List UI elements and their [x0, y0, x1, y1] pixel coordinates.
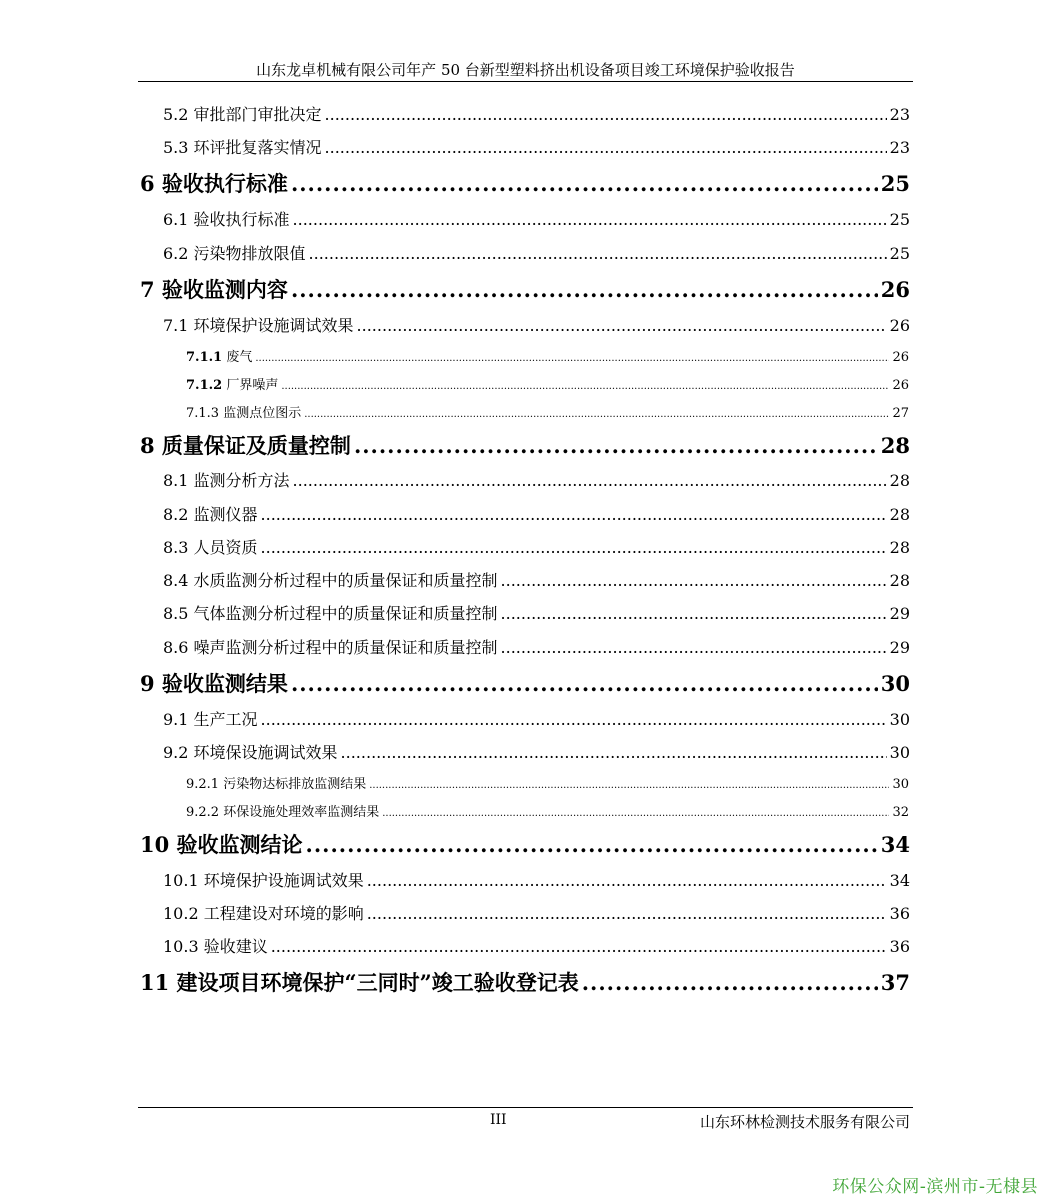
dot-leader [304, 409, 889, 420]
toc-label: 10.2 工程建设对环境的影响 [163, 904, 364, 923]
toc-page-number: 27 [892, 406, 909, 421]
toc-entry-9-1[interactable] [163, 707, 910, 730]
toc-label: 10.3 验收建议 [163, 937, 268, 956]
toc-page-number: 29 [889, 604, 910, 623]
toc-page-number: 30 [892, 777, 909, 792]
toc-label: 8.6 噪声监测分析过程中的质量保证和质量控制 [163, 638, 498, 657]
toc-page-number: 26 [892, 378, 909, 393]
dot-leader [369, 780, 889, 791]
dot-leader [306, 832, 878, 857]
dot-leader [291, 171, 878, 196]
toc-page-number: 23 [889, 138, 910, 157]
toc-label: 8.5 气体监测分析过程中的质量保证和质量控制 [163, 604, 498, 623]
toc-entry-8[interactable] [140, 430, 910, 460]
toc-label: 9 验收监测结果 [140, 671, 288, 696]
toc-entry-6[interactable] [140, 168, 910, 198]
dot-leader [367, 904, 887, 923]
dot-leader [325, 105, 887, 124]
dot-leader [281, 381, 889, 392]
toc-entry-7[interactable] [140, 274, 910, 304]
toc-entry-11[interactable] [140, 967, 910, 997]
toc-page-number: 32 [892, 805, 909, 820]
toc-entry-9-2-1[interactable] [186, 773, 909, 792]
toc-page-number: 25 [889, 244, 910, 263]
toc-label: 8.1 监测分析方法 [163, 471, 290, 490]
toc-page-number: 26 [889, 316, 910, 335]
toc-entry-8-2[interactable] [163, 502, 910, 525]
dot-leader [261, 538, 887, 557]
toc-entry-10-2[interactable] [163, 901, 910, 924]
toc-entry-10-1[interactable] [163, 868, 910, 891]
toc-entry-9[interactable] [140, 668, 910, 698]
toc-page-number: 26 [892, 350, 909, 365]
toc-label: 10 验收监测结论 [140, 832, 303, 857]
dot-leader [293, 210, 887, 229]
toc-label: 9.2.2 环保设施处理效率监测结果 [186, 805, 380, 820]
toc-page-number: 30 [880, 671, 910, 696]
dot-leader [382, 808, 889, 819]
toc-page-number: 26 [880, 277, 910, 302]
toc-entry-8-6[interactable] [163, 635, 910, 658]
dot-leader [582, 970, 878, 995]
toc-page-number: 25 [889, 210, 910, 229]
page-header-title: 山东龙卓机械有限公司年产 50 台新型塑料挤出机设备项目竣工环境保护验收报告 [256, 61, 795, 79]
toc-label: 6 验收执行标准 [140, 171, 288, 196]
dot-leader [291, 671, 878, 696]
toc-page-number: 30 [889, 710, 910, 729]
toc-label: 9.2.1 污染物达标排放监测结果 [186, 777, 367, 792]
toc-entry-10[interactable] [140, 829, 910, 859]
dot-leader [271, 937, 887, 956]
toc-entry-6-1[interactable] [163, 207, 910, 230]
toc-section-title: 厂界噪声 [222, 378, 279, 393]
toc-label: 9.2 环境保设施调试效果 [163, 743, 338, 762]
toc-label: 7.1.3 监测点位图示 [186, 406, 302, 421]
toc-page-number: 23 [889, 105, 910, 124]
toc-entry-8-1[interactable] [163, 468, 910, 491]
toc-label: 10.1 环境保护设施调试效果 [163, 871, 364, 890]
toc-page-number: 28 [889, 571, 910, 590]
toc-section-number: 7.1.2 [186, 378, 223, 393]
toc-page-number: 28 [889, 538, 910, 557]
dot-leader [291, 277, 878, 302]
dot-leader [261, 505, 887, 524]
dot-leader [354, 433, 878, 458]
toc-page-number: 34 [880, 832, 910, 857]
toc-entry-7-1-1[interactable] [186, 346, 909, 365]
toc-label: 7 验收监测内容 [140, 277, 288, 302]
dot-leader [261, 710, 887, 729]
footer-divider [138, 1107, 913, 1108]
toc-label: 6.1 验收执行标准 [163, 210, 290, 229]
footer-company-name: 山东环林检测技术服务有限公司 [699, 1113, 910, 1131]
toc-entry-5-2[interactable] [163, 102, 910, 125]
dot-leader [357, 316, 887, 335]
dot-leader [501, 571, 887, 590]
toc-entry-8-3[interactable] [163, 535, 910, 558]
toc-entry-8-4[interactable] [163, 568, 910, 591]
toc-page-number: 37 [880, 970, 910, 995]
dot-leader [501, 638, 887, 657]
toc-label: 8.2 监测仪器 [163, 505, 258, 524]
toc-entry-8-5[interactable] [163, 601, 910, 624]
toc-section-number: 7.1.1 [186, 350, 223, 365]
toc-page-number: 30 [889, 743, 910, 762]
toc-entry-9-2-2[interactable] [186, 801, 909, 820]
toc-label: 8 质量保证及质量控制 [140, 433, 351, 458]
toc-page-number: 25 [880, 171, 910, 196]
source-watermark: 环保公众网-滨州市-无棣县 [832, 1177, 1038, 1197]
toc-page-number: 29 [889, 638, 910, 657]
toc-page-number: 36 [889, 937, 910, 956]
toc-entry-9-2[interactable] [163, 740, 910, 763]
toc-entry-7-1-2[interactable] [186, 374, 909, 393]
toc-label: 5.2 审批部门审批决定 [163, 105, 322, 124]
toc-label: 6.2 污染物排放限值 [163, 244, 306, 263]
toc-section-title: 废气 [222, 350, 253, 365]
toc-page-number: 28 [889, 505, 910, 524]
toc-label: 8.3 人员资质 [163, 538, 258, 557]
dot-leader [325, 138, 887, 157]
toc-label: 9.1 生产工况 [163, 710, 258, 729]
toc-label [186, 374, 278, 393]
toc-label [186, 346, 252, 365]
dot-leader [255, 353, 889, 364]
dot-leader [309, 244, 887, 263]
toc-label: 7.1 环境保护设施调试效果 [163, 316, 354, 335]
dot-leader [293, 471, 887, 490]
toc-entry-5-3[interactable] [163, 135, 910, 158]
toc-label: 5.3 环评批复落实情况 [163, 138, 322, 157]
toc-page-number: 34 [889, 871, 910, 890]
toc-entry-10-3[interactable] [163, 934, 910, 957]
toc-label: 11 建设项目环境保护“三同时”竣工验收登记表 [140, 970, 579, 995]
footer-page-number: III [490, 1112, 507, 1128]
toc-entry-6-2[interactable] [163, 241, 910, 264]
dot-leader [501, 604, 887, 623]
toc-entry-7-1[interactable] [163, 313, 910, 336]
toc-label: 8.4 水质监测分析过程中的质量保证和质量控制 [163, 571, 498, 590]
dot-leader [341, 743, 887, 762]
toc-entry-7-1-3[interactable] [186, 402, 909, 421]
toc-page-number: 28 [880, 433, 910, 458]
toc-page-number: 28 [889, 471, 910, 490]
dot-leader [367, 871, 887, 890]
toc-page-number: 36 [889, 904, 910, 923]
